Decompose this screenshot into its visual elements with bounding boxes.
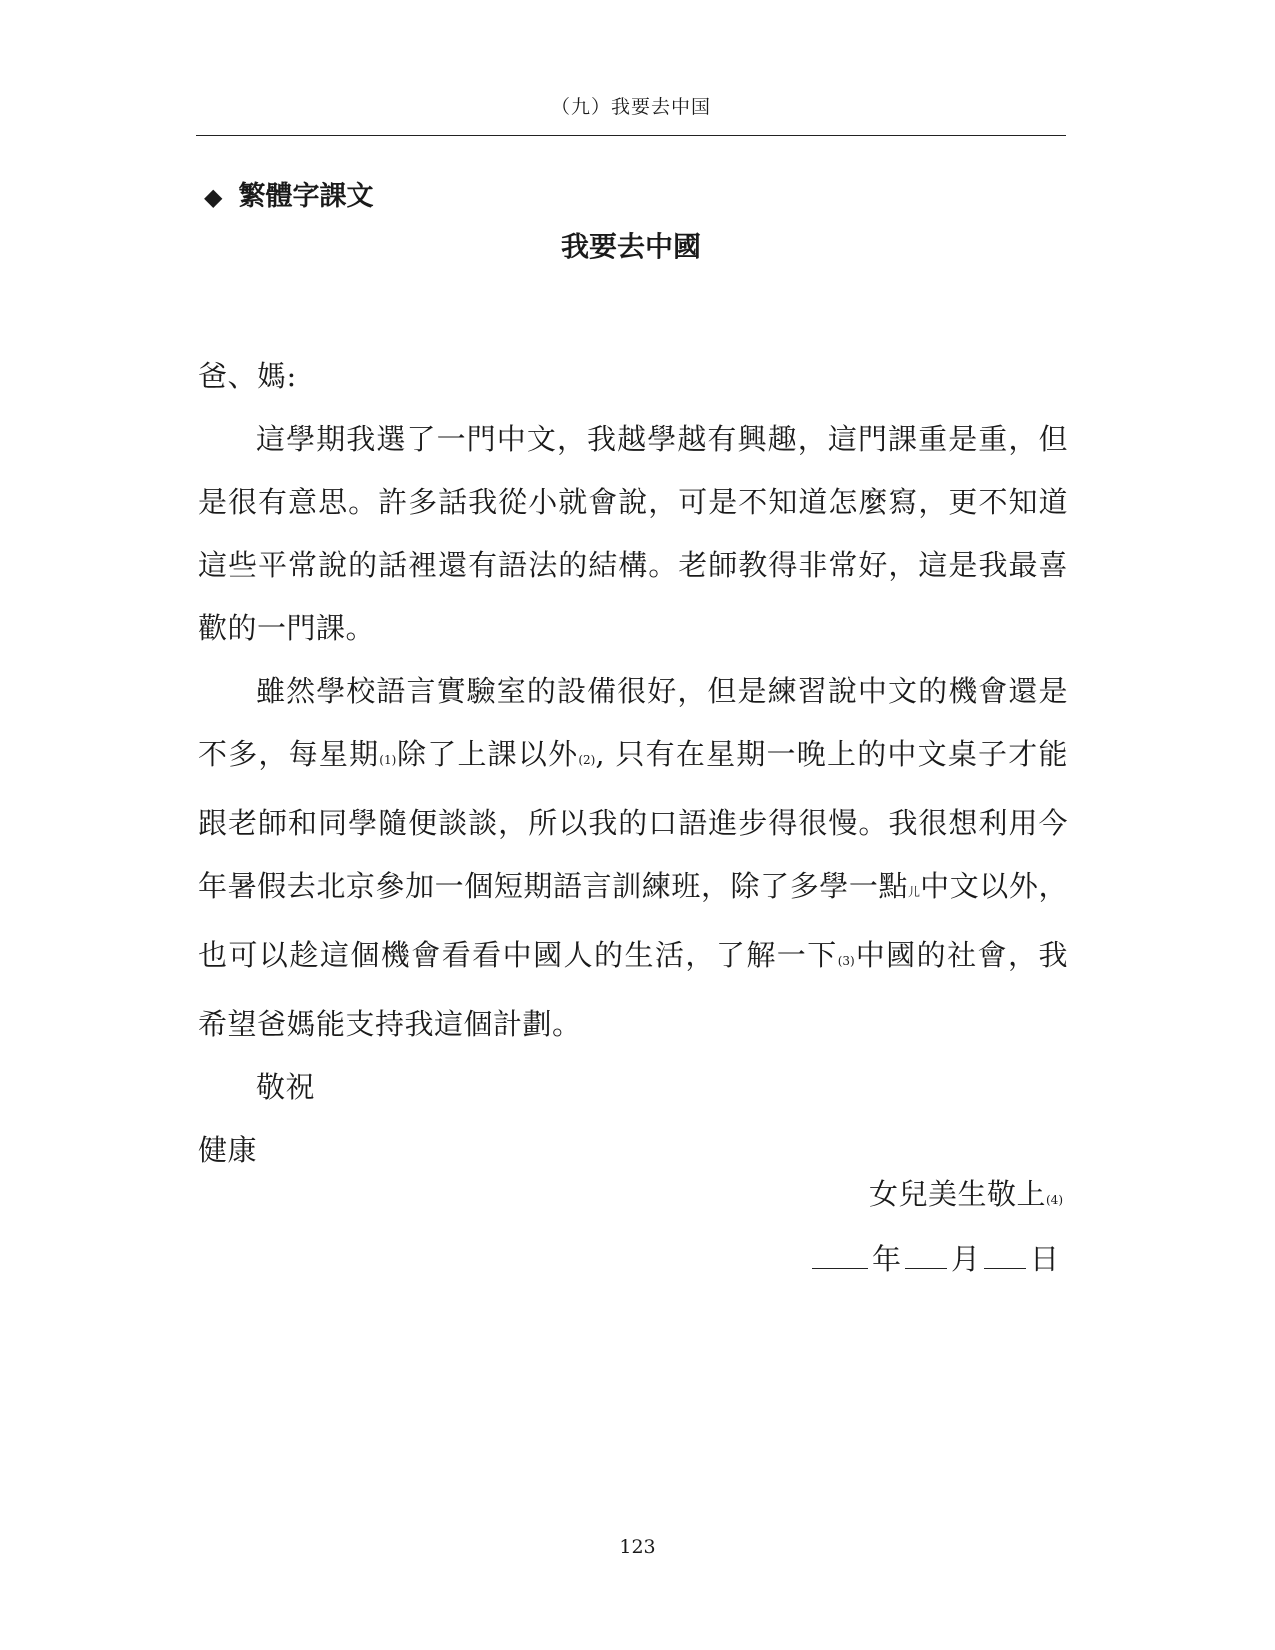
day-label: 日 <box>1029 1242 1059 1276</box>
diamond-bullet-icon: ◆ <box>204 183 223 211</box>
paragraph-2-part-4: 中文以外，也可以趁這個機會看看中國人的生活，了解一下 <box>198 869 1068 972</box>
paragraph-1: 這學期我選了一門中文，我越學越有興趣，這門課重是重，但是很有意思。許多話我從小就會說，可是不知道怎麼寫，更不知道這些平常說的話裡還有語法的結構。老師教得非常好，這是我最喜歡的一門課。 <box>198 422 1068 645</box>
er-suffix-mark: 儿 <box>908 885 921 899</box>
page-number: 123 <box>619 1536 656 1558</box>
year-blank <box>812 1240 868 1269</box>
closing-greeting: 敬祝 <box>256 1070 316 1104</box>
signature <box>869 1172 1063 1213</box>
day-blank <box>984 1240 1026 1269</box>
footnote-marker-1: (1) <box>379 753 397 767</box>
month-blank <box>905 1240 947 1269</box>
section-label: 繁體字課文 <box>238 181 374 212</box>
footnote-marker-4: (4) <box>1046 1193 1063 1207</box>
footnote-marker-3: (3) <box>837 954 855 968</box>
letter-body <box>198 345 1068 1182</box>
date-line <box>808 1237 1059 1278</box>
section-heading <box>204 174 373 213</box>
month-label: 月 <box>950 1242 980 1276</box>
footnote-marker-2: (2) <box>578 753 596 767</box>
closing-wish: 健康 <box>198 1133 258 1167</box>
salutation: 爸、媽: <box>198 359 297 393</box>
running-header: （九）我要去中国 <box>550 96 711 118</box>
paragraph-2-part-2: 除了上課以外 <box>396 737 579 771</box>
paragraph-2-part-5: 中國的社會，我希望爸媽能支持我這個計劃。 <box>198 938 1068 1041</box>
lesson-title: 我要去中國 <box>560 230 701 263</box>
signature-text: 女兒美生敬上 <box>868 1177 1046 1211</box>
paragraph-2 <box>198 660 1068 1056</box>
paragraph-2-part-1: 雖然學校語言實驗室的設備很好，但是練習說中文的機會還是不多，每星期 <box>198 674 1068 771</box>
paragraph-2-part-3: , 只有在星期一晚上的中文桌子才能跟老師和同學隨便談談，所以我的口語進步得很慢。我很想利用今年暑假去北京參加一個短期語言訓練班，除了多學一點 <box>198 737 1068 903</box>
header-rule <box>196 135 1066 136</box>
year-label: 年 <box>871 1242 901 1276</box>
